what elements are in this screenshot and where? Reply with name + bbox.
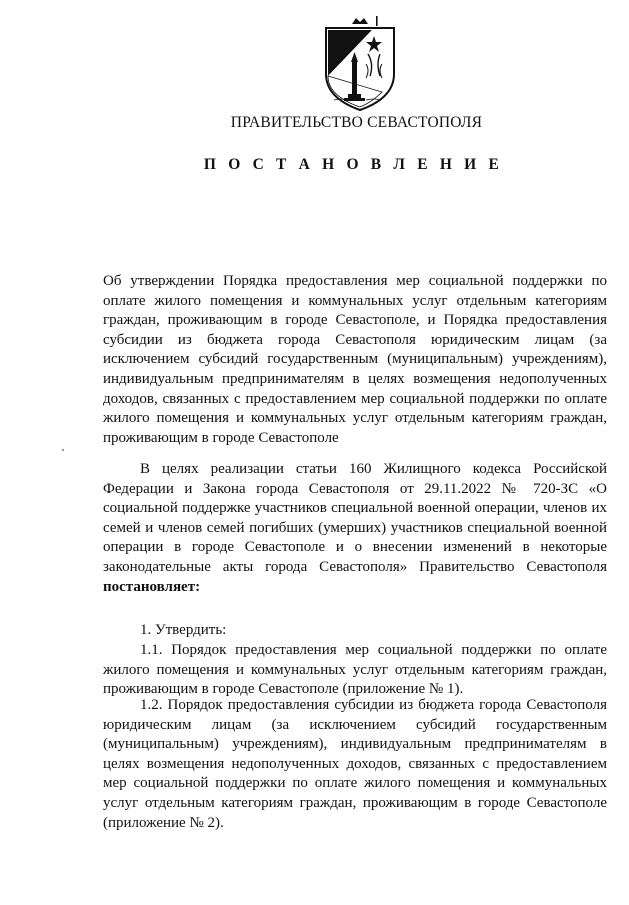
sevastopol-coat-of-arms-icon — [322, 14, 398, 112]
preamble-action-word: постановляет: — [103, 578, 201, 595]
item-1-1-paragraph: 1.1. Порядок предоставления мер социальной поддержки по оплате жилого помещения и коммунальных услуг отдельным категориям граждан, проживающим в городе Севастополе (приложение № 1). — [103, 642, 607, 698]
document-type-title: П О С Т А Н О В Л Е Н И Е — [203, 156, 504, 173]
item-1-heading: 1. Утвердить: — [140, 622, 227, 638]
preamble-text: В целях реализации статьи 160 Жилищного кодекса Российской Федерации и Закона города Севастополя от 29.11.2022 № 720-ЗС «О социальной поддержке участников специальной военной операции, членов их семей и членов семей погибших (умерших) участников специальной военной операции в городе Севастополе и о внесении изменений в некоторые законодательные акты города Севастополя» Правительство Севастополя — [103, 461, 607, 575]
preamble-paragraph — [103, 460, 607, 597]
item-1-2-paragraph: 1.2. Порядок предоставления субсидии из бюджета города Севастополя юридическим лицам (за исключением субсидий государственным (муниципальным) учреждениям), индивидуальным предпринимателям в целях возмещения недополученных доходов, связанных с предоставлением мер социальной поддержки по оплате жилого помещения и коммунальных услуг отдельным категориям граждан, проживающим в городе Севастополе (приложение № 2). — [103, 697, 607, 831]
scan-speck — [62, 449, 64, 451]
organization-title: ПРАВИТЕЛЬСТВО СЕВАСТОПОЛЯ — [230, 114, 483, 131]
document-subject: Об утверждении Порядка предоставления мер социальной поддержки по оплате жилого помещения и коммунальных услуг отдельным категориям граждан, проживающим в городе Севастополе, и Порядка предоставления субсидии из бюджета города Севастополя юридическим лицам (за исключением субсидий государственным (муниципальным) учреждениям), индивидуальным предпринимателям в целях возмещения недополученных доходов, связанных с предоставлением мер социальной поддержки по оплате жилого помещения и коммунальных услуг отдельным категориям граждан, проживающим в городе Севастополе — [103, 273, 607, 446]
